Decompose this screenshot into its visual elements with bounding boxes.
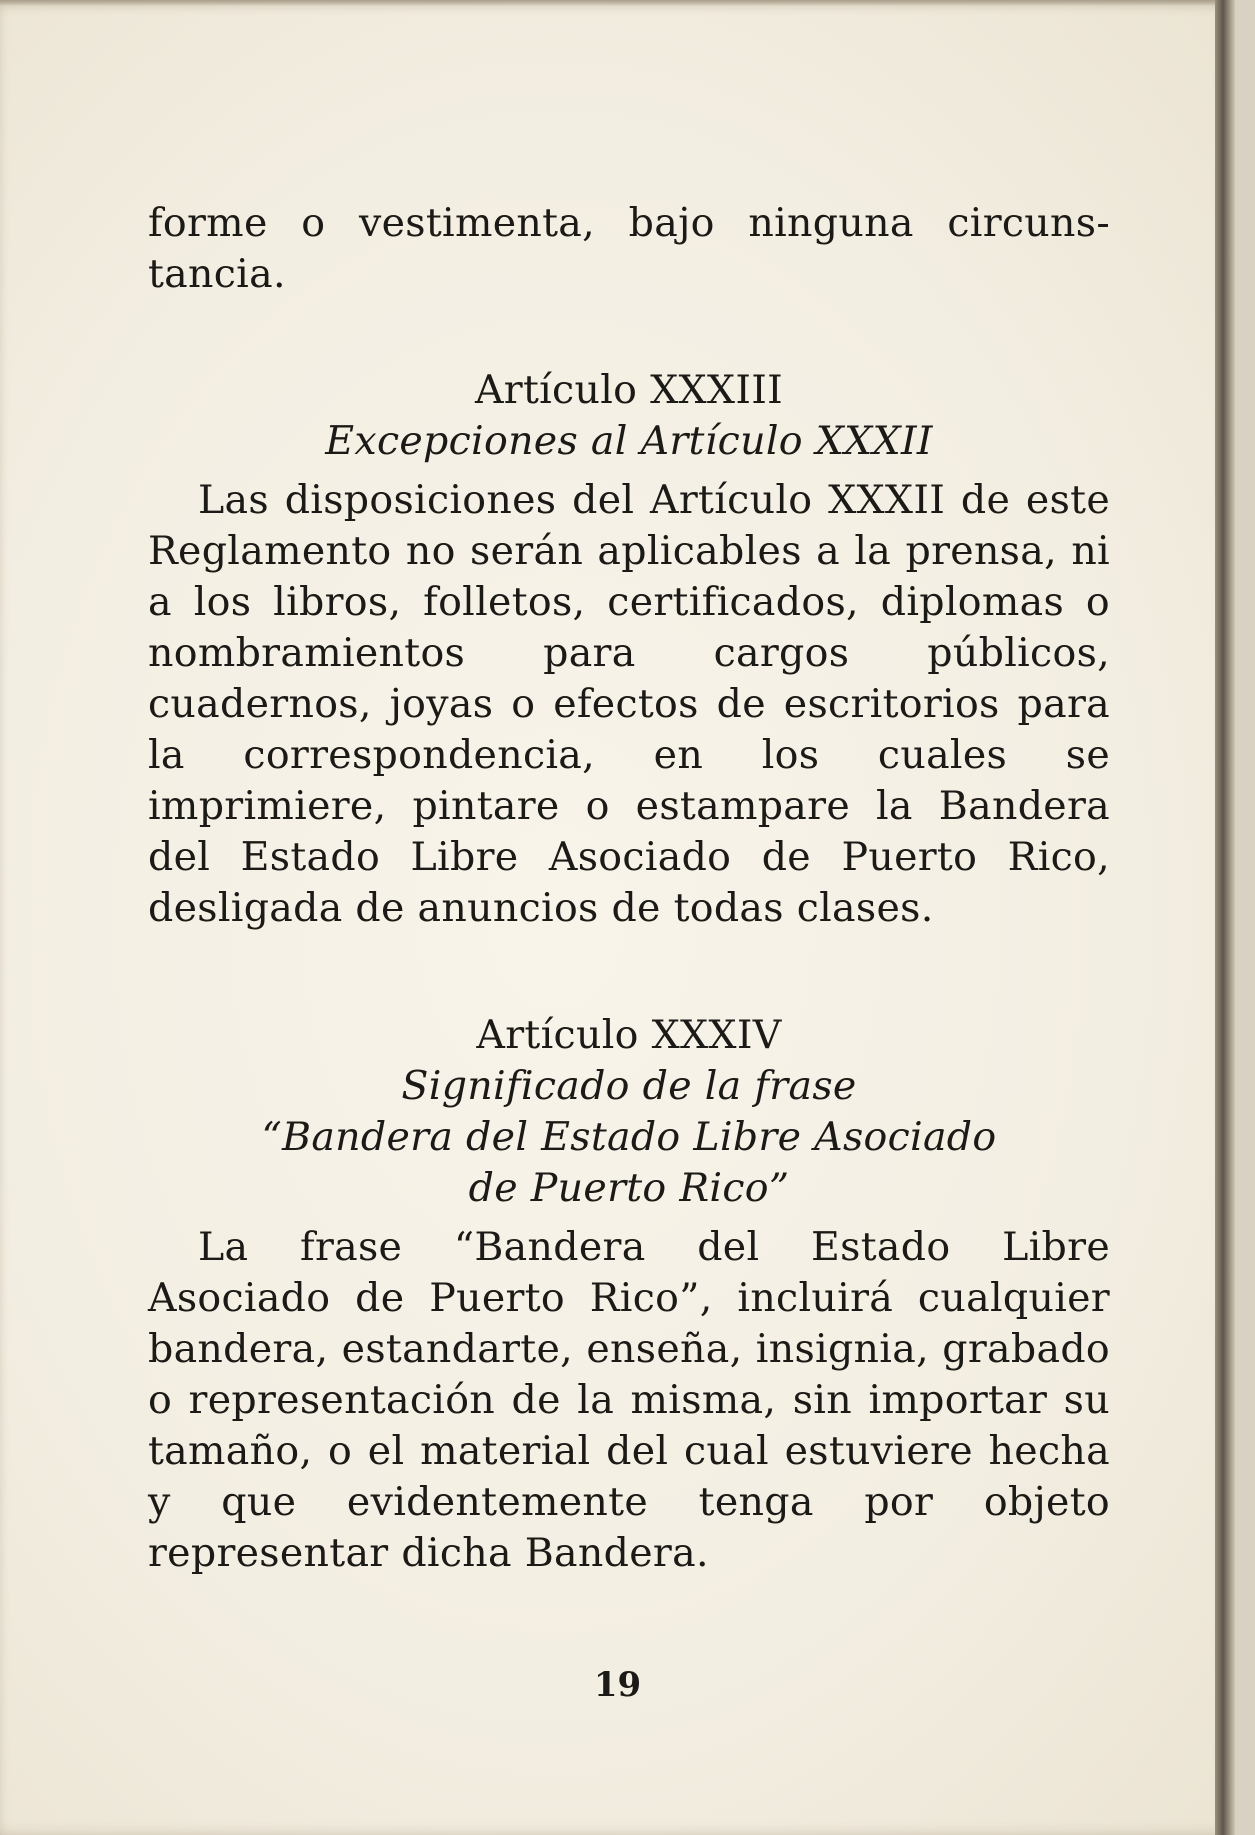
continuation-paragraph: forme o vestimenta, bajo ninguna circuns-tancia. bbox=[148, 200, 1110, 297]
article-heading: Artículo XXXIII bbox=[474, 367, 784, 413]
continuation-text bbox=[148, 198, 1110, 300]
article-subtitle: Excepciones al Artículo XXXII bbox=[325, 418, 933, 464]
article-subtitle-line: de Puerto Rico” bbox=[468, 1165, 790, 1211]
page-number: 19 bbox=[593, 1665, 642, 1705]
article-subtitle-line: “Bandera del Estado Libre Asociado bbox=[261, 1114, 997, 1160]
page-top-edge bbox=[0, 0, 1235, 6]
article-heading: Artículo XXXIV bbox=[476, 1012, 782, 1058]
article-subtitle-line: Significado de la frase bbox=[401, 1063, 857, 1109]
page-binding-edge bbox=[1215, 0, 1235, 1835]
article-33 bbox=[148, 365, 1110, 934]
article-body: Las disposiciones del Artículo XXXII de este Reglamento no serán aplicables a la prensa, ni a los libros, folletos, certificados, diplomas o nombramientos para cargos públicos, cuadernos, joyas o efectos de escritorios para la correspondencia, en los cuales se imprimiere, pintare o estampare la Bandera del Estado Libre Asociado de Puerto Rico, desligada de anuncios de todas clases. bbox=[148, 477, 1110, 931]
article-34 bbox=[148, 1010, 1110, 1579]
article-body: La frase “Bandera del Estado Libre Asociado de Puerto Rico”, incluirá cualquier bandera, estandarte, enseña, insignia, grabado o representación de la misma, sin importar su tamaño, o el material del cual estuviere hecha y que evidentemente tenga por objeto representar dicha Bandera. bbox=[148, 1224, 1110, 1576]
